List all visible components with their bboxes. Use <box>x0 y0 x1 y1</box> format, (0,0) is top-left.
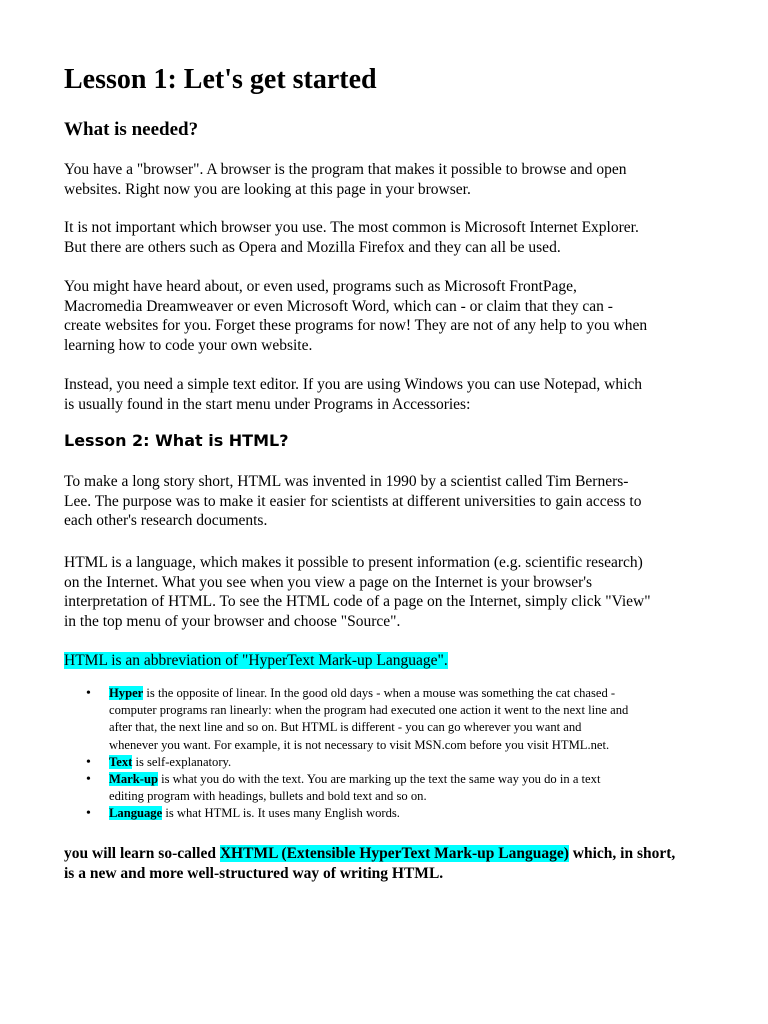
text-line: Lee. The purpose was to make it easier for scientists at different universities to gain access to <box>64 492 642 510</box>
item-text: is self-explanatory. <box>132 754 232 769</box>
list-item-hyper <box>84 685 744 754</box>
item-text: is what HTML is. It uses many English words. <box>162 806 400 821</box>
text-line: interpretation of HTML. To see the HTML code of a page on the Internet, simply click "View" <box>64 593 651 611</box>
closing-text: which, in short, <box>568 845 676 862</box>
text-line: create websites for you. Forget these programs for now! They are not of any help to you when <box>64 317 648 335</box>
term-markup: Mark-up <box>109 772 158 787</box>
item-text: is what you do with the text. You are marking up the text the same way you do in a text <box>157 772 601 787</box>
lesson1-subtitle: What is needed? <box>64 119 199 140</box>
text-line: Instead, you need a simple text editor. If you are using Windows you can use Notepad, which <box>64 376 643 393</box>
lesson1-paragraph-browser <box>64 160 754 199</box>
lesson2-abbreviation <box>64 651 754 671</box>
item-text: computer programs ran linearly: when the program had executed one action it went to the next line and <box>109 703 629 718</box>
term-language: Language <box>109 806 163 821</box>
lesson2-title: Lesson 2: What is HTML? <box>64 431 289 450</box>
item-text: whenever you want. For example, it is not necessary to visit MSN.com before you visit HTML.net. <box>109 737 610 752</box>
closing-text: is a new and more well-structured way of writing HTML. <box>64 864 444 882</box>
text-line: HTML is a language, which makes it possible to present information (e.g. scientific research) <box>64 554 643 571</box>
text-line: To make a long story short, HTML was invented in 1990 by a scientist called Tim Berners- <box>64 473 629 490</box>
lesson2-paragraph-language <box>64 553 754 631</box>
list-item-markup <box>84 771 744 805</box>
bullet-list <box>84 685 744 823</box>
xhtml-highlight: XHTML (Extensible HyperText Mark-up Language) <box>219 845 569 862</box>
closing-paragraph <box>64 844 754 883</box>
item-text: after that, the next line and so on. But HTML is different - you can go wherever you want and <box>109 720 582 735</box>
highlighted-abbreviation: HTML is an abbreviation of "HyperText Mark-up Language". <box>64 652 448 669</box>
text-line: learning how to code your own website. <box>64 336 313 354</box>
text-line: You have a "browser". A browser is the program that makes it possible to browse and open <box>64 161 627 178</box>
text-line: But there are others such as Opera and Mozilla Firefox and they can all be used. <box>64 238 561 256</box>
text-line: Macromedia Dreamweaver or even Microsoft Word, which can - or claim that they can - <box>64 297 613 315</box>
text-line: It is not important which browser you use. The most common is Microsoft Internet Explorer. <box>64 219 639 236</box>
list-item-language <box>84 805 744 822</box>
text-line: on the Internet. What you see when you view a page on the Internet is your browser's <box>64 573 593 591</box>
lesson1-paragraph-which-browser <box>64 218 754 257</box>
term-hyper: Hyper <box>109 686 144 700</box>
list-item-text <box>84 754 744 771</box>
text-line: each other's research documents. <box>64 512 268 530</box>
lesson1-title: Lesson 1: Let's get started <box>64 64 377 95</box>
text-line: in the top menu of your browser and choose "Source". <box>64 612 401 630</box>
text-line: websites. Right now you are looking at this page in your browser. <box>64 180 471 198</box>
closing-text: you will learn so-called <box>64 845 220 862</box>
item-text: is the opposite of linear. In the good old days - when a mouse was something the cat chased - <box>143 686 616 700</box>
lesson1-paragraph-programs <box>64 277 754 355</box>
item-text: editing program with headings, bullets and bold text and so on. <box>109 789 427 804</box>
text-line: You might have heard about, or even used, programs such as Microsoft FrontPage, <box>64 278 577 295</box>
term-text: Text <box>109 754 133 769</box>
lesson1-paragraph-text-editor <box>64 375 754 414</box>
lesson2-paragraph-history <box>64 472 754 531</box>
text-line: is usually found in the start menu under Programs in Accessories: <box>64 395 471 413</box>
